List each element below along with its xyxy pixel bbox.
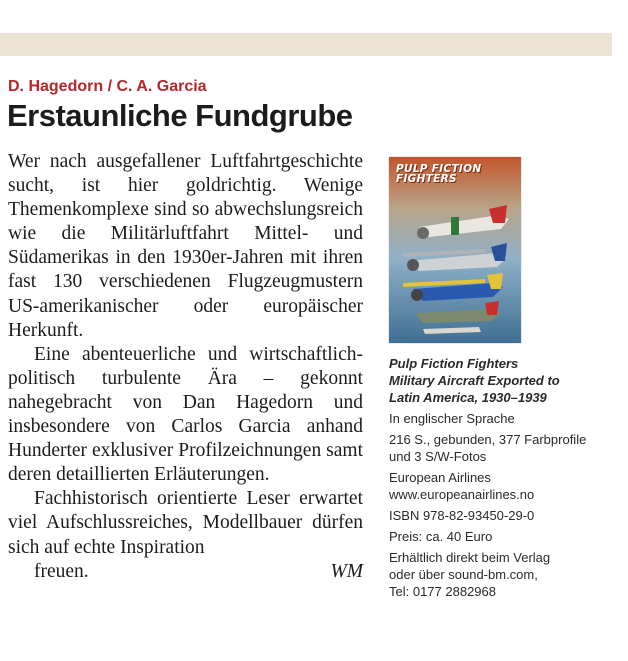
author-byline: D. Hagedorn / C. A. Garcia — [8, 78, 207, 95]
book-specs-1: 216 S., gebunden, 377 Farbprofile — [389, 432, 587, 447]
book-cover-image — [389, 157, 521, 343]
publisher-website: www.europeanairlines.no — [389, 487, 535, 502]
book-info-box — [389, 355, 614, 600]
body-paragraph-3-end: freuen. — [34, 560, 89, 582]
availability-1: Erhältlich direkt beim Verlag — [389, 550, 551, 565]
body-paragraph-2: Eine abenteuerliche und wirtschaftlich-politisch turbulente Ära – gekonnt nahegebracht von Dan Hagedorn und insbesondere von Carlos Garcia anhand Hunderter exklusiver Profilzeichnungen samt deren detaillierten Erläuterungen. — [8, 343, 363, 486]
article-headline: Erstaunliche Fundgrube — [7, 98, 353, 133]
closing-line — [8, 560, 363, 584]
article-body — [8, 150, 363, 584]
book-title-line-1: Pulp Fiction Fighters — [389, 356, 519, 371]
cover-title — [396, 164, 516, 184]
book-title-line-3: Latin America, 1930–1939 — [389, 390, 547, 405]
author-signature: WM — [330, 560, 363, 582]
cover-title-line-1: PULP FICTION — [396, 163, 482, 175]
contact-phone: Tel: 0177 2882968 — [389, 584, 496, 599]
body-paragraph-3: Fachhistorisch orientierte Leser erwartet viel Aufschlussreiches, Modellbauer dürfen sich auf echte Inspiration — [8, 488, 363, 558]
book-specs-2: und 3 S/W-Fotos — [389, 449, 487, 464]
body-paragraph-1: Wer nach ausgefallener Luftfahrtgeschichte sucht, ist hier goldrichtig. Wenige Themenkomplexe sind so abwechslungsreich wie die Militärluftfahrt Mittel- und Südamerikas in den 1930er-Jahren mit ihren fast 130 verschiedenen Flugzeugmustern US-amerikanischer oder europäischer Herkunft. — [8, 151, 363, 341]
book-isbn: ISBN 978-82-93450-29-0 — [389, 508, 535, 523]
book-price: Preis: ca. 40 Euro — [389, 529, 493, 544]
book-title — [389, 355, 614, 406]
book-language: In englischer Sprache — [389, 411, 515, 426]
book-publisher: European Airlines — [389, 470, 491, 485]
availability-2: oder über sound-bm.com, — [389, 567, 538, 582]
book-title-line-2: Military Aircraft Exported to — [389, 373, 560, 388]
cover-title-line-2: FIGHTERS — [396, 173, 457, 185]
top-color-band — [0, 33, 612, 56]
